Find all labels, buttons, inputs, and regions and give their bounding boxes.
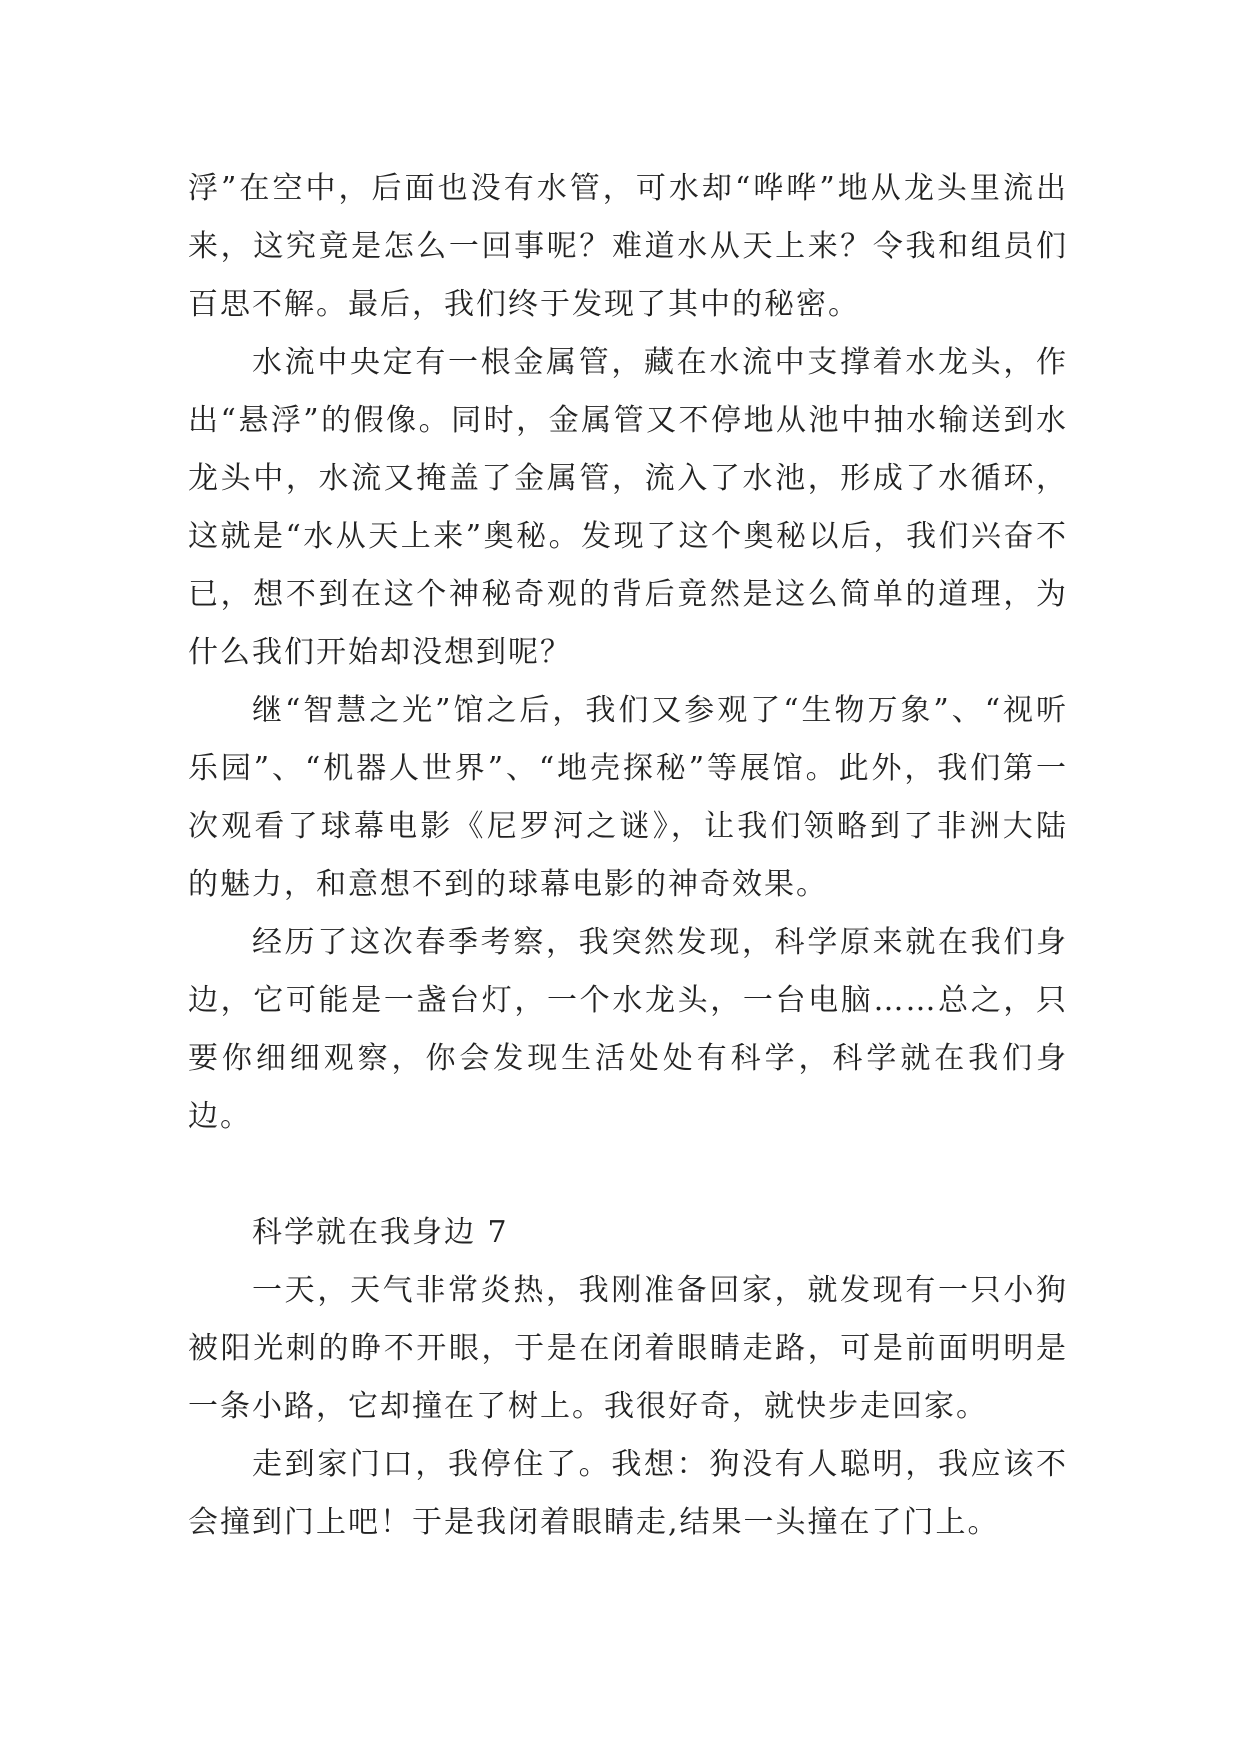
paragraph-exhibits: 继“智慧之光”馆之后，我们又参观了“生物万象”、“视听乐园”、“机器人世界”、“地壳探秘”等展馆。此外，我们第一次观看了球幕电影《尼罗河之谜》，让我们领略到了非洲大陆的魅力，和意想不到的球幕电影的神奇效果。: [188, 693, 1068, 902]
paragraph-door: 走到家门口，我停住了。我想：狗没有人聪明，我应该不会撞到门上吧！于是我闭着眼睛走,结果一头撞在了门上。: [188, 1447, 1068, 1540]
paragraph-conclusion: 经历了这次春季考察，我突然发现，科学原来就在我们身边，它可能是一盏台灯，一个水龙头，一台电脑……总之，只要你细细观察，你会发现生活处处有科学，科学就在我们身边。: [188, 925, 1068, 1134]
paragraph-puppy: 一天，天气非常炎热，我刚准备回家，就发现有一只小狗被阳光刺的睁不开眼，于是在闭着眼睛走路，可是前面明明是一条小路，它却撞在了树上。我很好奇，就快步走回家。: [188, 1273, 1068, 1424]
paragraph-metal-pipe: 水流中央定有一根金属管，藏在水流中支撑着水龙头，作出“悬浮”的假像。同时，金属管又不停地从池中抽水输送到水龙头中，水流又掩盖了金属管，流入了水池，形成了水循环，这就是“水从天上来”奥秘。发现了这个奥秘以后，我们兴奋不已，想不到在这个神秘奇观的背后竟然是这么简单的道理，为什么我们开始却没想到呢？: [188, 345, 1068, 670]
section-title: 科学就在我身边 7: [252, 1215, 509, 1250]
section-gap: [188, 1146, 1068, 1204]
document-page: [188, 160, 1068, 1552]
paragraph-continuation: 浮”在空中，后面也没有水管，可水却“哗哗”地从龙头里流出来，这究竟是怎么一回事呢？难道水从天上来？令我和组员们百思不解。最后，我们终于发现了其中的秘密。: [188, 171, 1068, 322]
